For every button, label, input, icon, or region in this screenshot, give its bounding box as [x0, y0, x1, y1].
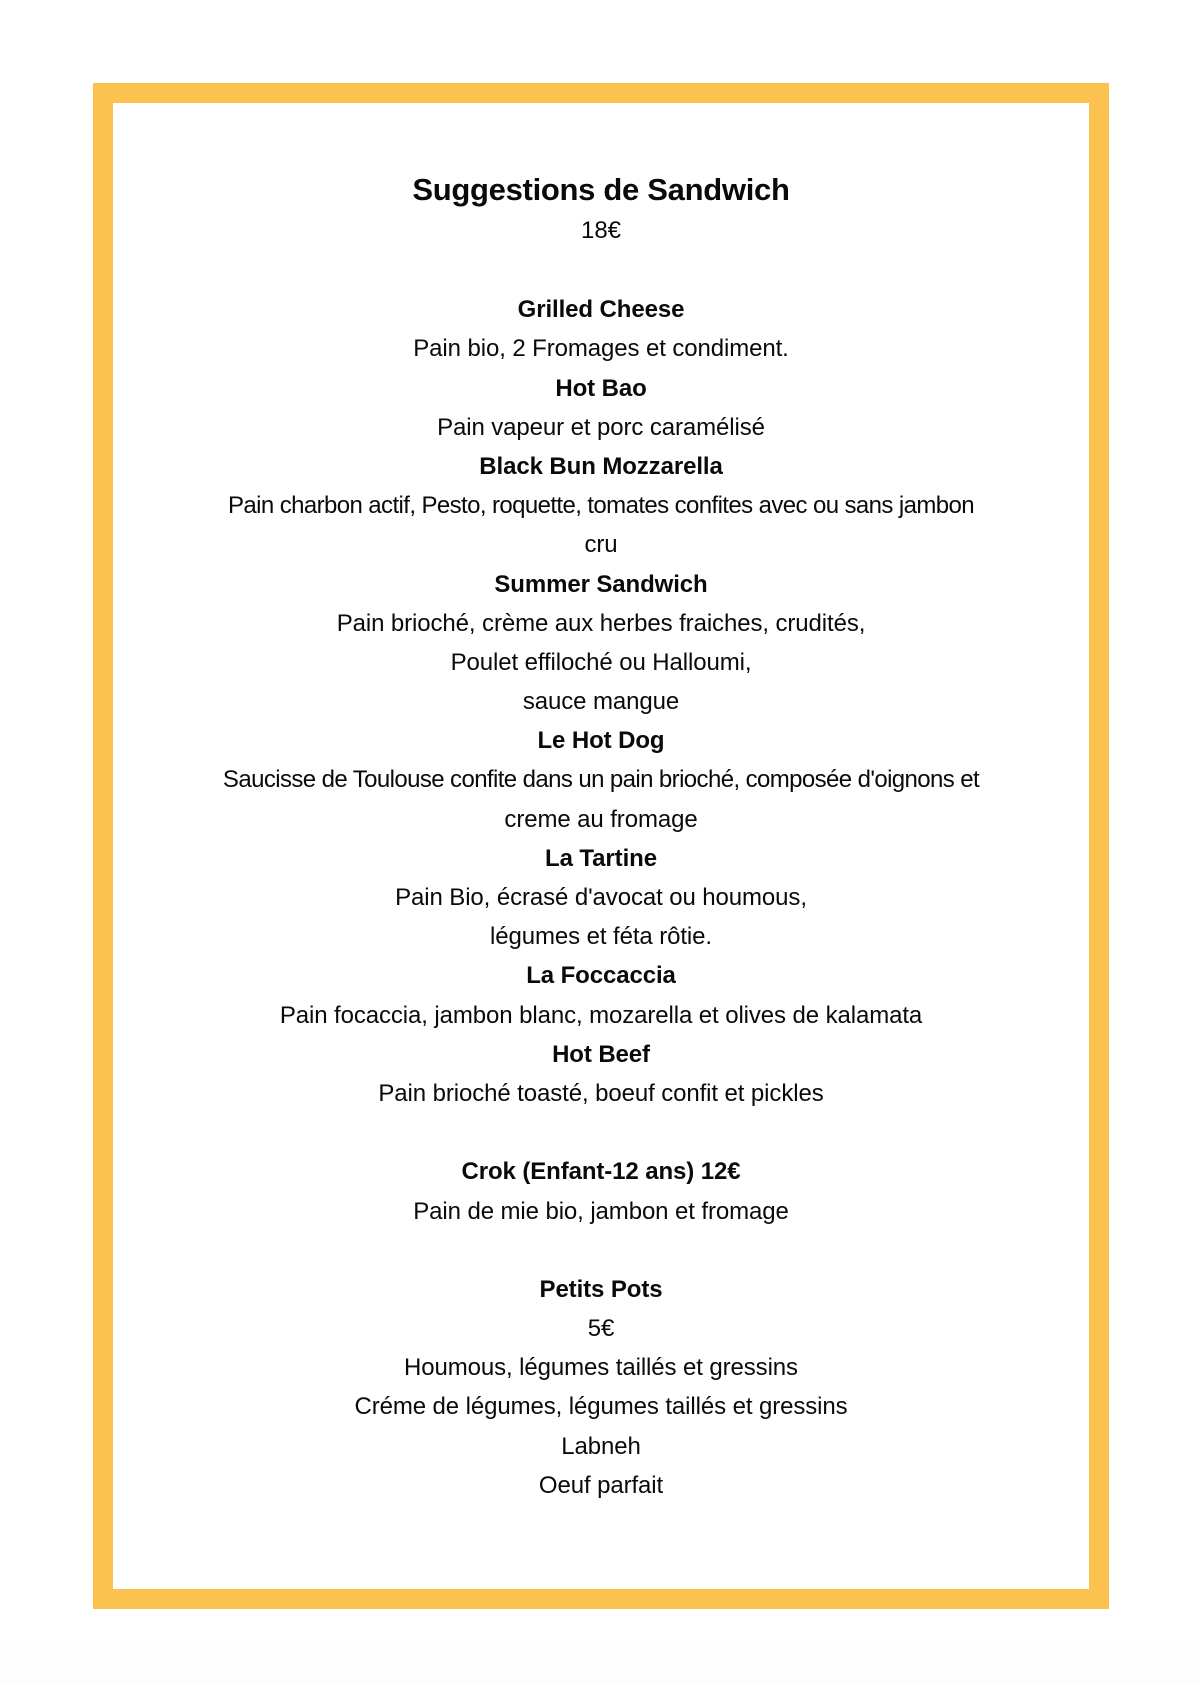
kids-menu-item	[113, 1152, 1089, 1230]
item-name: La Foccaccia	[526, 962, 676, 990]
menu-item	[113, 290, 1089, 368]
pot-item: Créme de légumes, légumes taillés et gressins	[354, 1393, 848, 1421]
menu-item	[113, 721, 1089, 839]
menu-item	[113, 565, 1089, 722]
item-description: Pain bio, 2 Fromages et condiment.	[413, 335, 789, 363]
petits-pots-section	[113, 1270, 1089, 1505]
pot-item: Oeuf parfait	[538, 1471, 664, 1499]
item-description: Pain brioché, crème aux herbes fraiches, crudités,	[336, 609, 866, 637]
menu-item	[113, 1035, 1089, 1113]
item-name: Hot Bao	[555, 374, 647, 402]
menu-item	[113, 956, 1089, 1034]
menu-title: Suggestions de Sandwich	[412, 172, 790, 207]
item-description: Poulet effiloché ou Halloumi,	[450, 648, 752, 676]
item-name: Grilled Cheese	[517, 296, 685, 324]
menu-item	[113, 447, 1089, 565]
item-name: Hot Beef	[552, 1040, 650, 1068]
pot-item: Houmous, légumes taillés et gressins	[404, 1354, 798, 1382]
item-description: légumes et féta rôtie.	[490, 923, 712, 951]
menu-price: 18€	[580, 217, 622, 244]
item-description: Pain vapeur et porc caramélisé	[437, 413, 765, 441]
spacer	[113, 251, 1089, 290]
item-description: creme au fromage	[504, 805, 698, 833]
item-description: Pain charbon actif, Pesto, roquette, tomates confites avec ou sans jambon	[228, 492, 974, 520]
menu-frame	[93, 83, 1109, 1609]
item-description: Pain brioché toasté, boeuf confit et pickles	[378, 1079, 824, 1107]
menu-item	[113, 369, 1089, 447]
menu-item	[113, 839, 1089, 957]
item-description: cru	[584, 531, 618, 559]
spacer	[113, 1231, 1089, 1270]
item-name: Le Hot Dog	[537, 727, 665, 755]
spacer	[113, 1113, 1089, 1152]
item-description: Pain de mie bio, jambon et fromage	[413, 1197, 789, 1225]
item-name: Summer Sandwich	[494, 570, 708, 598]
item-name: La Tartine	[545, 844, 657, 872]
item-description: Pain focaccia, jambon blanc, mozarella et olives de kalamata	[279, 1001, 923, 1029]
item-description: sauce mangue	[522, 688, 680, 716]
item-name: Black Bun Mozzarella	[479, 452, 723, 480]
section-name: Petits Pots	[539, 1275, 663, 1303]
item-description: Saucisse de Toulouse confite dans un pain brioché, composée d'oignons et	[222, 766, 980, 794]
pot-item: Labneh	[561, 1432, 641, 1460]
page-bottom-margin	[0, 1640, 1200, 1685]
section-price: 5€	[587, 1315, 615, 1343]
item-description: Pain Bio, écrasé d'avocat ou houmous,	[395, 884, 807, 911]
menu-content	[113, 169, 1089, 1505]
item-name: Crok (Enfant-12 ans) 12€	[461, 1158, 741, 1186]
